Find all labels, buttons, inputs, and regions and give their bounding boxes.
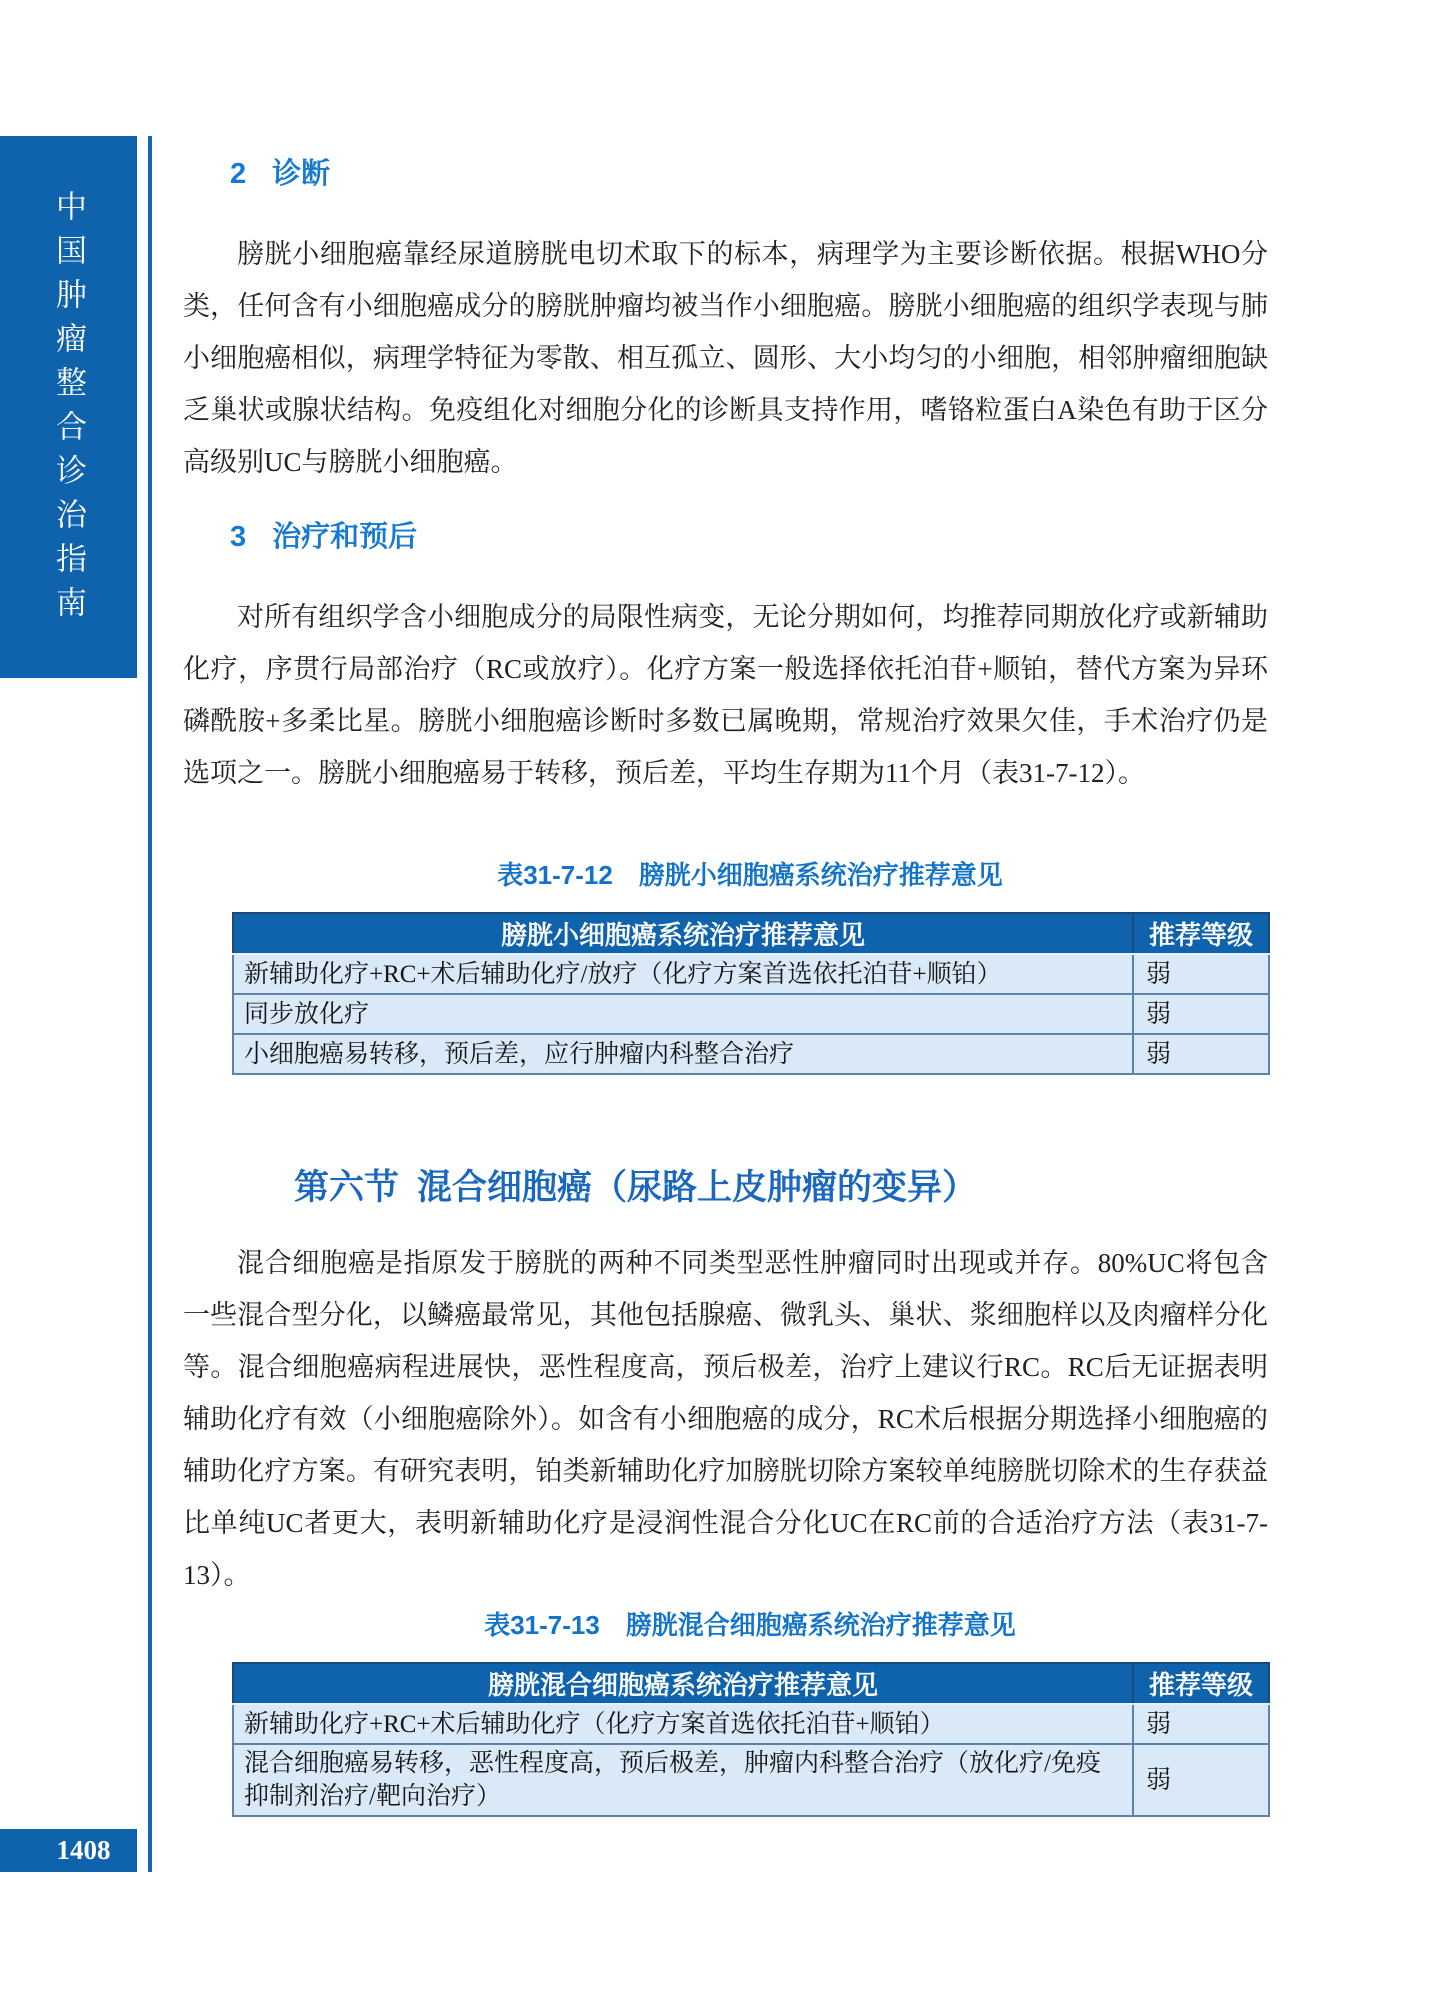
book-title-banner [0, 136, 137, 678]
paragraph-mixed-cell-carcinoma: 混合细胞癌是指原发于膀胱的两种不同类型恶性肿瘤同时出现或并存。80%UC将包含一些混合型分化，以鳞癌最常见，其他包括腺癌、微乳头、巢状、浆细胞样以及肉瘤样分化等。混合细胞癌病程进展快，恶性程度高，预后极差，治疗上建议行RC。RC后无证据表明辅助化疗有效（小细胞癌除外）。如含有小细胞癌的成分，RC术后根据分期选择小细胞癌的辅助化疗方案。有研究表明，铂类新辅助化疗加膀胱切除方案较单纯膀胱切除术的生存获益比单纯UC者更大，表明新辅助化疗是浸润性混合分化UC在RC前的合适治疗方法（表31-7-13）。 [183, 1248, 1268, 1590]
table-31-7-12 [232, 912, 1270, 1075]
table-row [233, 1704, 1269, 1744]
recommendation-cell: 新辅助化疗+RC+术后辅助化疗/放疗（化疗方案首选依托泊苷+顺铂） [233, 954, 1133, 994]
paragraph-diagnosis: 膀胱小细胞癌靠经尿道膀胱电切术取下的标本，病理学为主要诊断依据。根据WHO分类，任何含有小细胞癌成分的膀胱肿瘤均被当作小细胞癌。膀胱小细胞癌的组织学表现与肺小细胞癌相似，病理学特征为零散、相互孤立、圆形、大小均匀的小细胞，相邻肿瘤细胞缺乏巢状或腺状结构。免疫组化对细胞分化的诊断具支持作用，嗜铬粒蛋白A染色有助于区分高级别UC与膀胱小细胞癌。 [183, 239, 1268, 477]
grade-cell: 弱 [1133, 994, 1269, 1034]
recommendation-cell: 同步放化疗 [233, 994, 1133, 1034]
grade-cell: 弱 [1133, 1704, 1269, 1744]
heading-diagnosis [230, 157, 330, 191]
heading-number: 2 [230, 158, 247, 190]
heading-section-6 [294, 1167, 977, 1209]
table-row [233, 954, 1269, 994]
section-title: 混合细胞癌（尿路上皮肿瘤的变异） [417, 1168, 978, 1207]
table-header-recommendation: 膀胱小细胞癌系统治疗推荐意见 [233, 913, 1133, 954]
heading-title: 诊断 [272, 158, 331, 190]
table-header-grade: 推荐等级 [1133, 913, 1269, 954]
recommendation-cell: 新辅助化疗+RC+术后辅助化疗（化疗方案首选依托泊苷+顺铂） [233, 1704, 1133, 1744]
table-header-recommendation: 膀胱混合细胞癌系统治疗推荐意见 [233, 1663, 1133, 1704]
book-title-vertical-text: 中国肿瘤整合诊治指南 [51, 190, 86, 630]
grade-cell: 弱 [1133, 954, 1269, 994]
table-row [233, 1744, 1269, 1816]
heading-number: 3 [230, 521, 247, 553]
heading-title: 治疗和预后 [272, 521, 418, 553]
recommendation-cell: 混合细胞癌易转移，恶性程度高，预后极差，肿瘤内科整合治疗（放化疗/免疫抑制剂治疗/靶向治疗） [233, 1744, 1133, 1816]
table-header-row [233, 913, 1269, 954]
vertical-divider-line [148, 136, 152, 1872]
paragraph-treatment: 对所有组织学含小细胞成分的局限性病变，无论分期如何，均推荐同期放化疗或新辅助化疗，序贯行局部治疗（RC或放疗）。化疗方案一般选择依托泊苷+顺铂，替代方案为异环磷酰胺+多柔比星。膀胱小细胞癌诊断时多数已属晚期，常规治疗效果欠佳，手术治疗仍是选项之一。膀胱小细胞癌易于转移，预后差，平均生存期为11个月（表31-7-12）。 [183, 602, 1268, 788]
table-caption-31-7-12: 表31-7-12 膀胱小细胞癌系统治疗推荐意见 [497, 860, 1003, 890]
table-row [233, 994, 1269, 1034]
table-row [233, 1034, 1269, 1074]
table-header-row [233, 1663, 1269, 1704]
table-caption-31-7-13: 表31-7-13 膀胱混合细胞癌系统治疗推荐意见 [484, 1610, 1016, 1640]
table-header-grade: 推荐等级 [1133, 1663, 1269, 1704]
grade-cell: 弱 [1133, 1744, 1269, 1816]
grade-cell: 弱 [1133, 1034, 1269, 1074]
heading-treatment [230, 520, 417, 554]
section-label: 第六节 [294, 1168, 400, 1207]
recommendation-cell: 小细胞癌易转移，预后差，应行肿瘤内科整合治疗 [233, 1034, 1133, 1074]
table-31-7-13 [232, 1662, 1270, 1817]
page-number-badge [0, 1829, 137, 1872]
page-number: 1408 [56, 1835, 111, 1865]
